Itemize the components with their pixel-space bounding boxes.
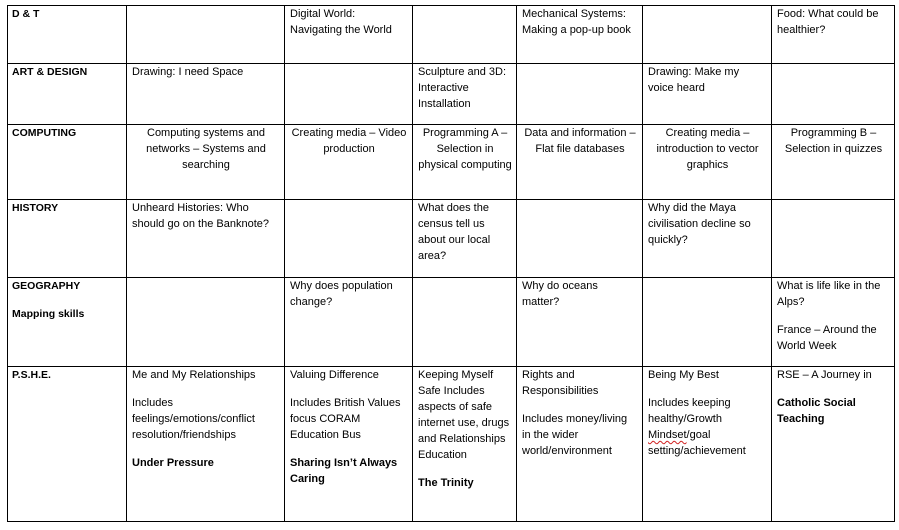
cell-title: Keeping Myself Safe Includes aspects of safe internet use, drugs and Relationships Education: [418, 369, 510, 461]
table-cell: Creating media – introduction to vector graphics: [643, 125, 772, 200]
table-cell: [413, 367, 517, 522]
spellcheck-word: Mindset: [648, 429, 687, 441]
cell-bold-text: The Trinity: [418, 477, 474, 489]
table-cell: Programming B – Selection in quizzes: [772, 125, 895, 200]
curriculum-table: [7, 5, 895, 522]
cell-text: Includes feelings/emotions/conflict resolution/friendships: [132, 397, 255, 441]
cell-text: Includes British Values focus CORAM Education Bus: [290, 397, 401, 441]
table-cell: Drawing: I need Space: [127, 64, 285, 125]
cell-title: RSE – A Journey in: [777, 369, 872, 381]
subject-cell: [8, 278, 127, 367]
table-cell: Unheard Histories: Who should go on the Banknote?: [127, 200, 285, 278]
cell-text: Includes money/living in the wider world/environment: [522, 413, 628, 457]
cell-title: Rights and Responsibilities: [522, 369, 599, 397]
table-cell: [772, 200, 895, 278]
table-cell: What does the census tell us about our local area?: [413, 200, 517, 278]
table-row: [8, 367, 895, 522]
table-cell: Data and information – Flat file databases: [517, 125, 643, 200]
cell-bold-text: Sharing Isn’t Always Caring: [290, 457, 398, 485]
table-row: [8, 125, 895, 200]
table-cell: [285, 367, 413, 522]
cell-bold-text: Under Pressure: [132, 457, 214, 469]
table-cell: [127, 6, 285, 64]
cell-text: [648, 395, 767, 459]
table-cell: [643, 278, 772, 367]
subject-subtitle: Mapping skills: [12, 308, 85, 320]
subject-cell: HISTORY: [8, 200, 127, 278]
table-cell: [127, 367, 285, 522]
table-cell: [643, 6, 772, 64]
table-cell: Why do oceans matter?: [517, 278, 643, 367]
table-cell: Programming A – Selection in physical computing: [413, 125, 517, 200]
table-row: [8, 278, 895, 367]
cell-text: France – Around the World Week: [777, 324, 877, 352]
table-cell: Computing systems and networks – Systems and searching: [127, 125, 285, 200]
table-cell: [413, 278, 517, 367]
table-cell: Digital World: Navigating the World: [285, 6, 413, 64]
table-cell: [285, 64, 413, 125]
subject-cell: D & T: [8, 6, 127, 64]
cell-title: Valuing Difference: [290, 369, 379, 381]
table-cell: Sculpture and 3D: Interactive Installation: [413, 64, 517, 125]
table-cell: [772, 64, 895, 125]
cell-text-part: /goal setting/achievement: [648, 429, 746, 457]
table-row: [8, 200, 895, 278]
cell-bold-text: Catholic Social Teaching: [777, 397, 856, 425]
table-cell: Why does population change?: [285, 278, 413, 367]
cell-text-part: Includes keeping healthy/Growth: [648, 397, 731, 425]
table-cell: [285, 200, 413, 278]
table-cell: [517, 200, 643, 278]
table-cell: [413, 6, 517, 64]
table-cell: [517, 367, 643, 522]
table-cell: Mechanical Systems: Making a pop-up book: [517, 6, 643, 64]
table-cell: [517, 64, 643, 125]
table-cell: Creating media – Video production: [285, 125, 413, 200]
subject-cell: P.S.H.E.: [8, 367, 127, 522]
table-cell: [643, 367, 772, 522]
table-row: [8, 64, 895, 125]
subject-cell: ART & DESIGN: [8, 64, 127, 125]
table-cell: [127, 278, 285, 367]
cell-title: Being My Best: [648, 369, 719, 381]
cell-text: What is life like in the Alps?: [777, 280, 881, 308]
subject-cell: COMPUTING: [8, 125, 127, 200]
subject-label: GEOGRAPHY: [12, 280, 81, 292]
table-cell: Drawing: Make my voice heard: [643, 64, 772, 125]
table-row: [8, 6, 895, 64]
table-cell: Why did the Maya civilisation decline so quickly?: [643, 200, 772, 278]
table-cell: Food: What could be healthier?: [772, 6, 895, 64]
cell-title: Me and My Relationships: [132, 369, 256, 381]
table-cell: [772, 367, 895, 522]
table-cell: [772, 278, 895, 367]
